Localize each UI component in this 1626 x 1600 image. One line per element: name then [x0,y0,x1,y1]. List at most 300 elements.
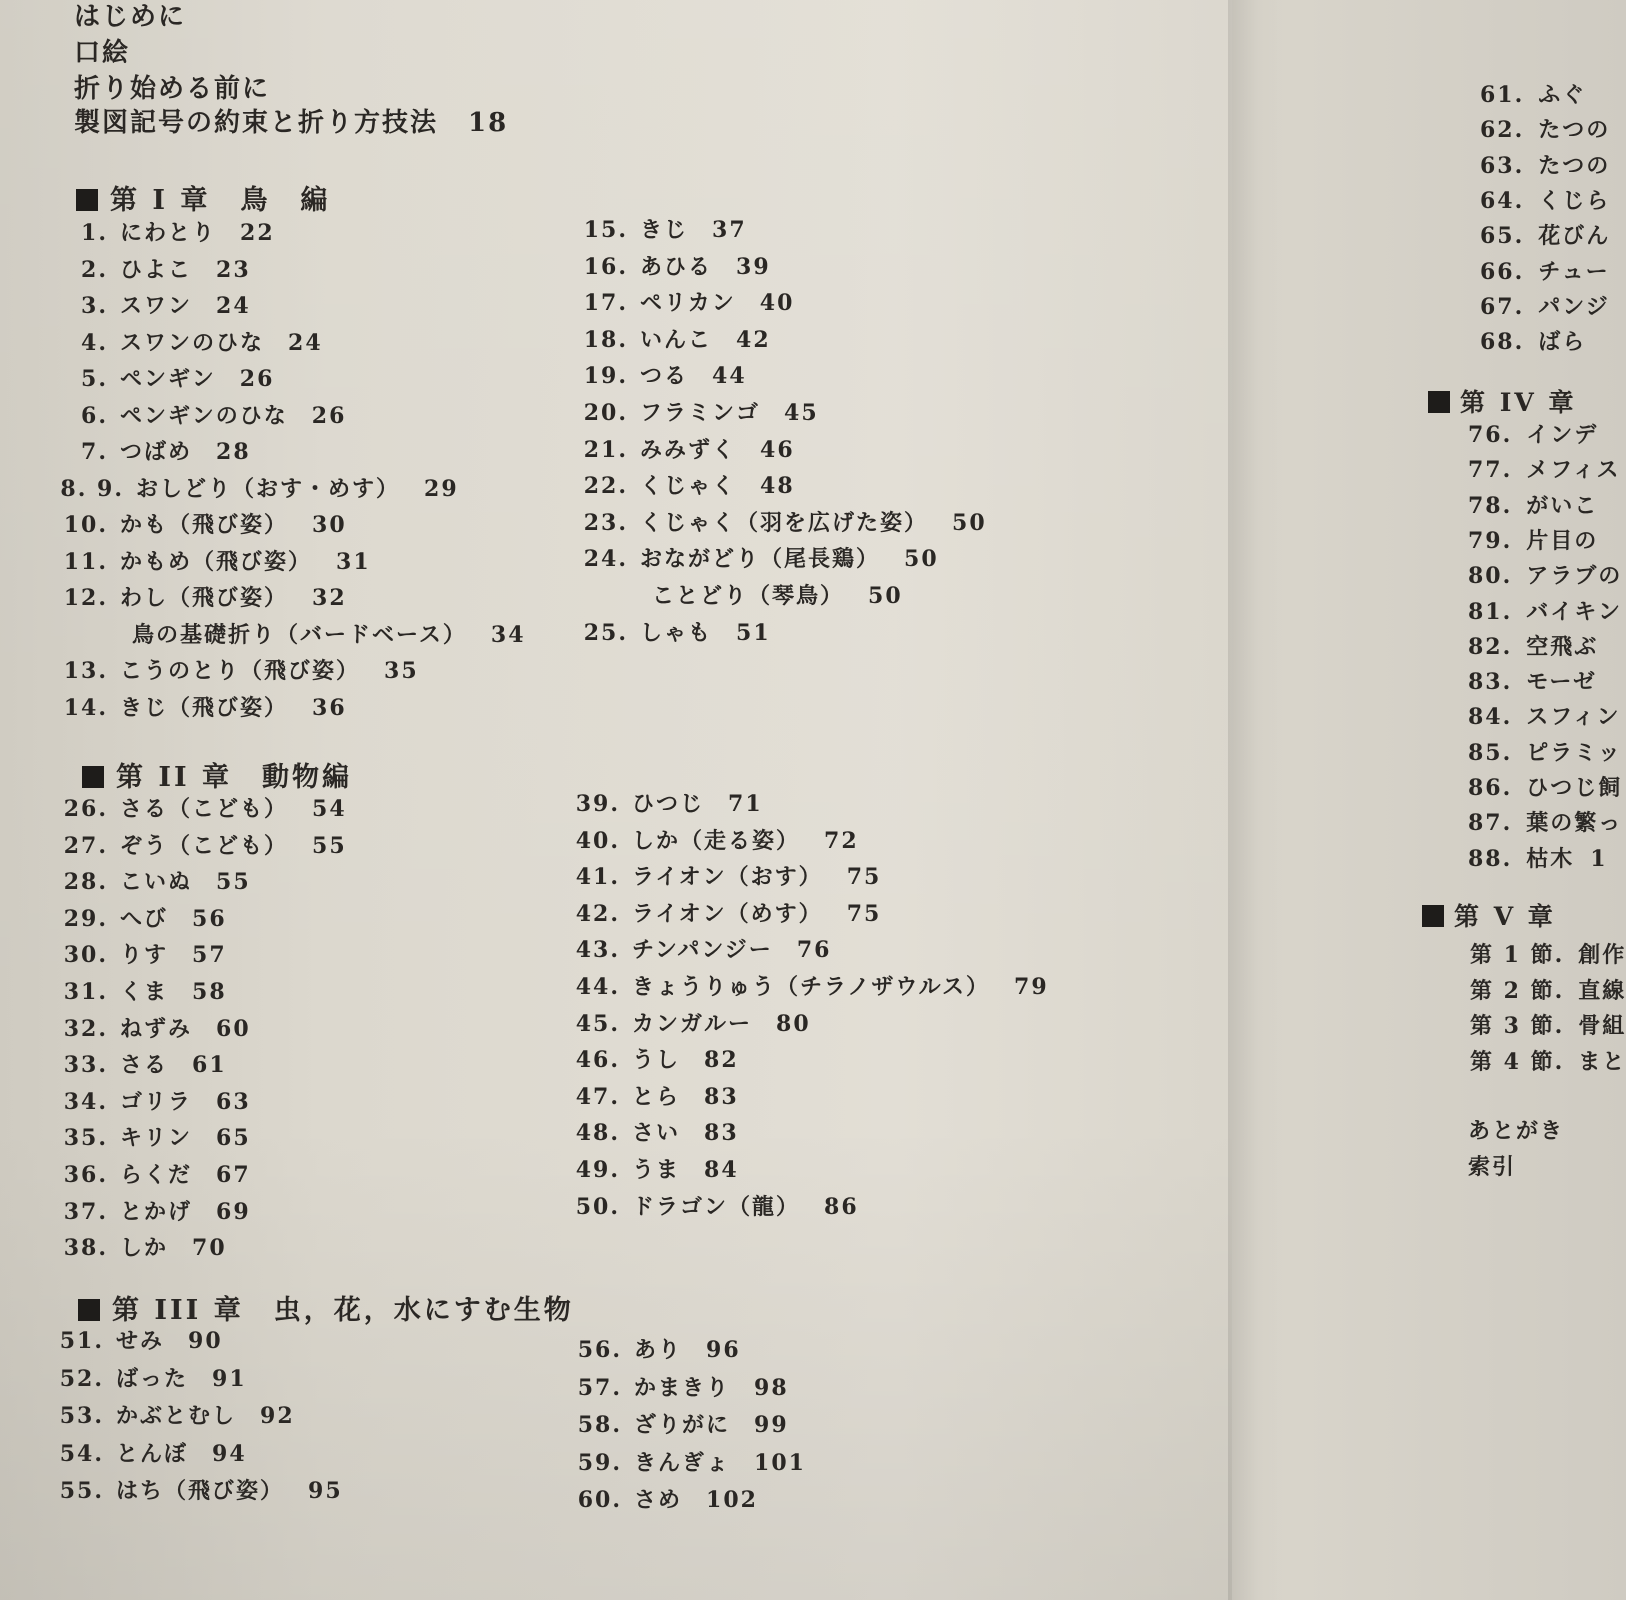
chapter-3-heading: 第 III 章 虫，花，水にすむ生物 [78,1288,574,1327]
entry-title: こうのとり（飛び姿） [120,658,361,684]
toc-entry [572,970,1049,1001]
entry-title: らくだ [120,1162,193,1188]
entry-page-number: 70 [192,1235,227,1262]
entry-page-number: 34 [490,621,526,648]
toc-entry [580,542,939,573]
toc-entry [572,1116,739,1147]
entry-title: スワンのひな [120,329,265,356]
entry-page-number: 26 [311,402,347,429]
toc-entry [60,326,323,357]
entry-title: わし（飛び姿） [120,585,289,611]
entry-title: しゃも [640,619,713,646]
entry-number: 第 3 節. [1470,1013,1565,1039]
entry-page-number: 101 [754,1449,806,1476]
entry-number: 51. [59,1328,104,1354]
entry-number: 63. [1480,152,1525,179]
entry-page-number: 76 [796,937,832,964]
toc-entry [1468,665,1597,696]
entry-title: しか（走る姿） [632,827,801,854]
entry-page-number: 31 [336,548,371,575]
entry-number: 58. [577,1412,622,1438]
toc-entry [60,1121,251,1152]
entry-title: ペリカン [640,290,736,317]
front-item-before-folding: 折り始める前に [74,74,271,104]
toc-entry [56,1437,247,1468]
entry-page-number: 79 [1014,974,1049,1000]
entry-page-number: 102 [706,1487,758,1513]
entry-page-number: 40 [759,290,795,317]
entry-number: 40. [575,827,620,854]
entry-title: 片目の [1526,527,1599,554]
entry-number: 26. [63,796,108,822]
entry-page-number: 95 [308,1478,343,1504]
entry-title: おながどり（尾長鶏） [640,546,881,573]
toc-entry [56,1324,223,1355]
toc-entry [1480,325,1586,356]
entry-page-number: 24 [288,329,323,356]
entry-title: たつの [1538,152,1611,179]
toc-entry [572,1043,739,1074]
entry-title: かぶとむし [116,1403,237,1429]
toc-entry [572,824,859,855]
square-bullet-icon [1422,905,1444,927]
toc-entry [56,1399,295,1430]
chapter-4-heading: 第 IV 章 [1428,383,1577,419]
entry-number: 25. [583,619,628,646]
toc-entry [580,323,771,354]
entry-page-number: 44 [712,363,747,390]
toc-entry [1468,559,1622,590]
toc-entry [1470,974,1626,1005]
entry-number: 87. [1468,810,1513,837]
entry-number: 31. [63,979,108,1005]
entry-title: かまきり [634,1374,731,1401]
toc-entry [574,1333,741,1364]
entry-number: 65. [1480,223,1525,250]
entry-page-number: 28 [216,439,251,465]
entry-title: メフィス [1526,457,1621,484]
toc-entry [1468,736,1622,767]
entry-page-number: 83 [704,1120,739,1147]
toc-entry [580,469,795,500]
entry-title: かもめ（飛び姿） [120,548,313,575]
toc-entry [580,433,795,464]
entry-title: おしどり（おす・めす） [136,475,401,502]
toc-entry [60,938,227,969]
entry-number: 3. [81,293,108,319]
front-item-symbols: 製図記号の約束と折り方技法 18 [74,108,509,138]
entry-number: 47. [575,1083,620,1110]
entry-title: へび [120,905,169,932]
entry-number: 30. [63,942,108,969]
toc-entry [1480,184,1610,215]
entry-title: うま [632,1157,681,1183]
entry-title: りす [120,942,169,969]
entry-title: ひつじ飼 [1526,775,1623,801]
entry-title: ばった [116,1365,189,1392]
entry-title: 骨組 [1578,1013,1626,1039]
right-page [1288,0,1626,1600]
entry-number: 86. [1468,775,1513,801]
entry-number: 52. [59,1365,104,1392]
entry-number: 1. [81,220,108,246]
toc-entry [1468,489,1598,520]
toc-entry [60,289,251,320]
entry-title: ばら [1538,329,1587,356]
toc-entry [60,1012,251,1043]
toc-entry [1470,1045,1626,1076]
entry-number: 18. [583,326,628,353]
entry-title: つる [640,363,689,390]
entry-number: 78. [1468,492,1513,519]
entry-page-number: 39 [736,253,771,280]
toc-entry [572,1080,739,1111]
entry-title: 枯木 [1526,845,1575,872]
entry-page-number: 92 [260,1403,295,1429]
entry-number: 8. 9. [60,475,124,502]
entry-title: ライオン（おす） [632,864,823,891]
toc-entry [580,579,903,610]
entry-page-number: 58 [192,979,227,1005]
entry-page-number: 75 [846,864,882,891]
square-bullet-icon [78,1299,100,1321]
entry-page-number: 24 [216,293,251,319]
entry-title: はち（飛び姿） [116,1478,285,1504]
entry-page-number: 51 [736,619,771,646]
entry-title: とら [632,1083,681,1110]
entry-page-number: 67 [216,1162,251,1188]
entry-page-number: 72 [824,827,859,854]
toc-entry [60,1048,227,1079]
entry-title: ぞう（こども） [120,832,289,859]
entry-title: インデ [1526,422,1599,448]
entry-number: 50. [575,1193,620,1220]
entry-number: 83. [1468,669,1513,696]
toc-entry [56,1474,343,1505]
entry-number: 48. [575,1120,620,1147]
toc-entry [572,933,831,964]
toc-entry [580,359,747,390]
toc-entry [572,1153,739,1184]
entry-number: 28. [63,869,108,896]
entry-number: 44. [575,974,620,1000]
entry-page-number: 56 [192,905,227,932]
entry-title: 花びん [1538,223,1611,250]
entry-title: アラブの [1526,563,1623,590]
entry-number: 5. [81,366,108,392]
entry-title: きんぎょ [634,1449,731,1476]
toc-entry [1480,255,1610,286]
entry-number: 85. [1468,739,1513,766]
entry-title: さる [120,1052,169,1079]
entry-number: 61. [1480,82,1525,108]
entry-title: 空飛ぶ [1526,633,1599,660]
toc-entry [572,897,881,928]
toc-entry [1468,806,1622,837]
toc-entry [56,1362,247,1393]
entry-number: 67. [1480,293,1525,320]
entry-number: 33. [63,1052,108,1079]
toc-entry [60,975,227,1006]
entry-number: 19. [583,363,628,390]
entry-number: 60. [577,1487,622,1513]
entry-number: 79. [1468,527,1513,554]
entry-number: 15. [583,217,628,243]
entry-title: ライオン（めす） [632,900,823,927]
toc-entry [60,865,251,896]
entry-number: 14. [63,694,108,721]
toc-entry [580,213,747,244]
entry-number: 68. [1480,329,1525,356]
entry-number: 42. [575,900,620,927]
entry-number: 37. [63,1198,108,1225]
entry-number: 7. [81,439,108,465]
entry-page-number: 65 [216,1125,251,1152]
front-item-kuchie: 口絵 [74,38,131,68]
toc-entry [572,787,763,818]
chapter-1-heading: 第 I 章 鳥 編 [76,178,330,217]
entry-title: しか [120,1235,169,1262]
toc-entry [60,902,227,933]
entry-number: 38. [63,1235,108,1262]
entry-number: 27. [63,832,108,859]
entry-title: つばめ [120,439,193,465]
entry-title: あひる [640,253,713,280]
entry-number: 46. [575,1047,620,1074]
toc-entry [572,860,881,891]
entry-title: まと [1578,1048,1626,1075]
entry-page-number: 90 [188,1328,223,1354]
entry-title: パンジ [1538,293,1610,320]
entry-page-number: 61 [192,1052,227,1079]
entry-page-number: 54 [312,796,347,822]
toc-entry [574,1408,789,1439]
entry-page-number: 86 [824,1193,859,1220]
entry-page-number: 42 [736,326,771,353]
entry-number: 10. [63,512,108,538]
entry-number: 13. [63,658,108,684]
toc-entry [580,506,987,537]
entry-number: 20. [583,400,628,426]
entry-number: 81. [1468,598,1513,625]
toc-entry [1468,595,1622,626]
entry-title: がいこ [1526,492,1599,519]
entry-number: 第 4 節. [1470,1048,1565,1075]
entry-page-number: 55 [312,832,347,859]
entry-title: キリン [120,1125,193,1152]
entry-page-number: 50 [904,546,939,573]
entry-title: あとがき [1468,1118,1565,1144]
toc-entry [60,829,347,860]
entry-title: ひよこ [120,256,193,283]
entry-title: くじゃく（羽を広げた姿） [640,509,929,536]
entry-number: 第 2 節. [1470,977,1565,1004]
toc-entry [60,1195,251,1226]
entry-page-number: 96 [706,1337,741,1363]
entry-page-number: 32 [312,585,347,611]
entry-title: くじら [1538,187,1611,214]
entry-title: くま [120,979,169,1005]
entry-title: くじゃく [640,473,737,500]
entry-title: スワン [120,293,193,319]
toc-entry [580,250,771,281]
toc-entry [1468,1114,1564,1145]
entry-number: 49. [575,1157,620,1183]
entry-page-number: 45 [784,400,819,426]
entry-page-number: 37 [712,217,747,243]
entry-number: 62. [1480,117,1525,144]
entry-page-number: 60 [216,1015,251,1042]
entry-page-number: 35 [384,658,419,684]
entry-number: 22. [583,473,628,500]
entry-title: スフィン [1526,704,1621,731]
toc-entry [60,216,275,247]
toc-entry [60,508,347,539]
entry-page-number: 26 [239,366,275,392]
chapter-5-heading: 第 V 章 [1422,897,1556,933]
entry-title: とかげ [120,1198,193,1225]
book-gutter [1228,0,1288,1600]
entry-number: 84. [1468,704,1513,731]
entry-title: 葉の繁っ [1526,810,1623,837]
toc-entry [574,1446,806,1477]
toc-entry [1480,78,1586,109]
toc-entry [60,399,346,430]
toc-entry [1468,842,1608,873]
toc-entry [1468,418,1598,449]
entry-number: 82. [1468,633,1513,660]
entry-title: 索引 [1468,1153,1517,1180]
entry-page-number: 50 [868,583,903,609]
entry-number: 23. [583,509,628,536]
toc-entry [60,362,274,393]
entry-title: 直線 [1578,977,1626,1004]
entry-page-number: 80 [776,1010,811,1037]
entry-number: 66. [1480,258,1525,285]
toc-entry [1468,771,1622,802]
entry-title: せみ [116,1328,165,1354]
entry-number: 45. [575,1010,620,1037]
toc-entry [572,1007,811,1038]
entry-title: モーゼ [1526,669,1597,696]
entry-number: 2. [81,256,108,283]
toc-entry [1480,113,1610,144]
entry-number: 39. [575,791,620,817]
entry-title: きじ（飛び姿） [120,694,289,721]
entry-page-number: 71 [728,791,763,817]
entry-number: 17. [583,290,628,317]
toc-entry [60,654,419,685]
entry-title: いんこ [640,326,713,353]
square-bullet-icon [82,766,104,788]
entry-title: チュー [1538,258,1610,285]
toc-entry [1470,938,1626,969]
entry-page-number: 82 [704,1047,739,1074]
toc-entry [60,691,347,722]
entry-number: 41. [575,864,620,891]
toc-entry [60,1231,227,1262]
entry-number: 53. [59,1403,104,1429]
entry-number: 77. [1468,457,1513,484]
toc-entry [574,1371,789,1402]
entry-page-number: 23 [216,256,251,283]
toc-entry [60,545,371,576]
entry-title: バイキン [1526,598,1623,625]
front-item-hajimeni: はじめに [74,2,187,32]
toc-entry [60,618,526,649]
entry-number: 11. [63,548,108,575]
toc-entry [1468,453,1621,484]
entry-title: カンガルー [632,1010,753,1037]
entry-title: たつの [1538,117,1611,144]
toc-entry [1480,219,1610,250]
entry-number: 34. [63,1088,108,1115]
toc-entry [1468,630,1598,661]
entry-page-number: 84 [704,1157,739,1183]
entry-title: ゴリラ [120,1088,193,1115]
entry-number: 54. [59,1440,104,1467]
entry-title: みみずく [640,436,737,463]
entry-title: ざりがに [634,1412,731,1438]
entry-page-number: 46 [760,436,795,463]
entry-page-number: 91 [212,1365,247,1392]
entry-title: あり [634,1337,683,1363]
toc-entry [580,396,819,427]
entry-title: フラミンゴ [640,400,761,426]
entry-number: 29. [63,905,108,932]
toc-entry [1470,1009,1626,1040]
entry-page-number: 29 [424,475,459,502]
entry-title: ペンギン [120,366,216,392]
toc-entry [580,286,794,317]
entry-number: 第 1 節. [1470,942,1565,968]
entry-title: こいぬ [120,869,193,896]
entry-number: 56. [577,1337,622,1363]
entry-title: ねずみ [120,1015,193,1042]
square-bullet-icon [76,189,98,211]
entry-title: うし [632,1047,681,1074]
entry-number: 80. [1468,563,1513,590]
entry-page-number: 55 [216,869,251,896]
entry-title: かも（飛び姿） [120,512,289,538]
entry-number: 57. [577,1374,622,1401]
toc-entry [580,616,771,647]
entry-page-number: 30 [312,512,347,538]
toc-entry [572,1190,859,1221]
entry-page-number: 99 [754,1412,789,1438]
entry-number: 76. [1468,422,1513,448]
entry-title: ドラゴン（龍） [632,1193,801,1220]
entry-title: ことどり（琴鳥） [652,583,845,609]
entry-number: 64. [1480,187,1525,214]
entry-title: チンパンジー [632,937,773,964]
toc-entry [60,435,251,466]
entry-number: 55. [59,1478,104,1504]
entry-page-number: 83 [704,1083,739,1110]
entry-number: 59. [577,1449,622,1476]
toc-entry [60,1085,251,1116]
chapter-2-heading: 第 II 章 動物編 [82,755,352,794]
toc-entry [60,253,251,284]
toc-entry [60,792,347,823]
toc-entry [1480,149,1610,180]
toc-entry [574,1483,758,1514]
entry-number: 36. [63,1162,108,1188]
entry-page-number: 1 [1590,845,1608,872]
toc-entry [60,1158,251,1189]
entry-page-number: 94 [212,1440,247,1467]
entry-number: 21. [583,436,628,463]
